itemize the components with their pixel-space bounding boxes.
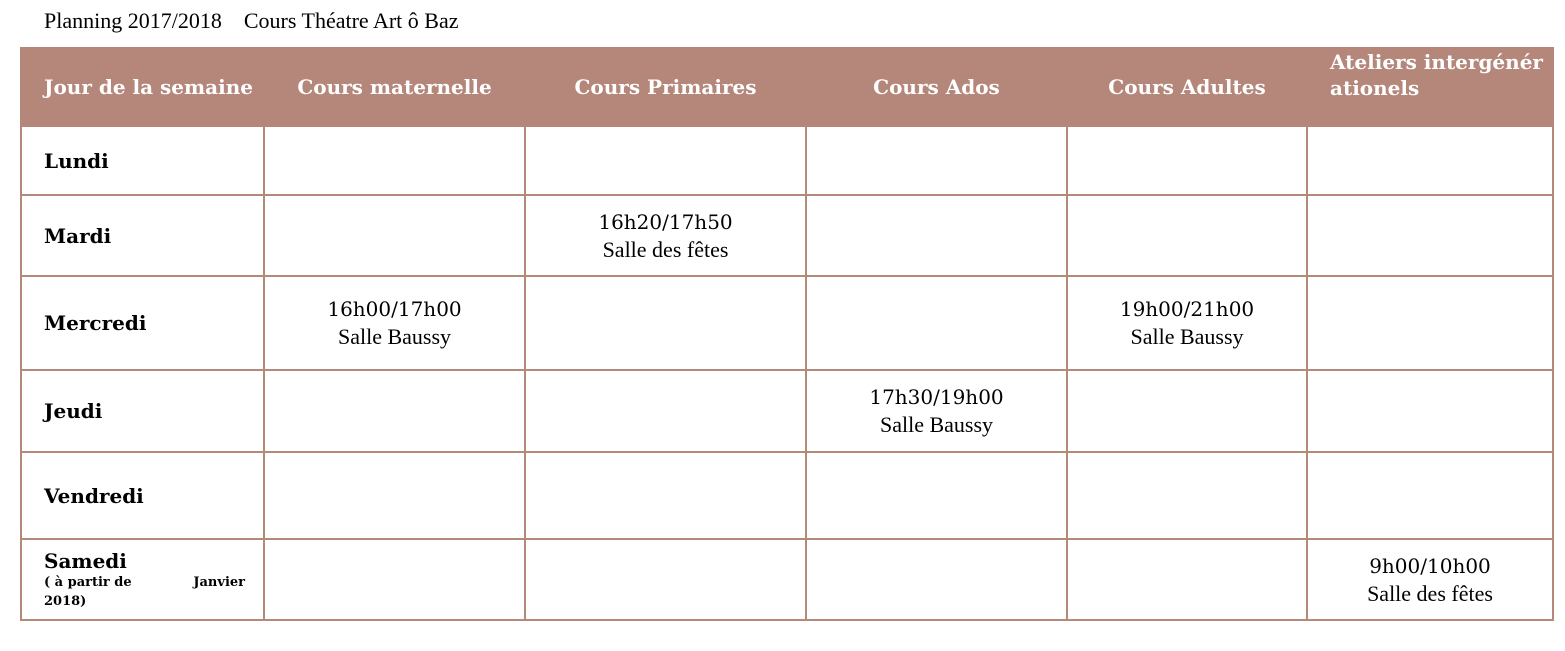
cell-empty — [264, 195, 525, 276]
day-note-year: 2018) — [44, 593, 87, 609]
cell-empty — [525, 370, 806, 452]
cell-empty — [1067, 126, 1307, 195]
cell-empty — [264, 126, 525, 195]
cell-empty — [264, 452, 525, 539]
day-note — [44, 573, 263, 593]
slot-jeudi-ados — [806, 370, 1067, 452]
table-row — [21, 452, 1553, 539]
cell-empty — [806, 126, 1067, 195]
slot-time: 17h30/19h00 — [869, 385, 1004, 409]
slot-mardi-primaires — [525, 195, 806, 276]
cell-empty — [1307, 126, 1553, 195]
slot-mercredi-adultes — [1067, 276, 1307, 370]
slot-time: 16h20/17h50 — [598, 209, 733, 234]
header-primaires: Cours Primaires — [525, 48, 806, 126]
slot-samedi-intergenerationnels — [1307, 539, 1553, 620]
header-intergenerationnels: Ateliers intergénérationels — [1307, 48, 1553, 126]
header-maternelle: Cours maternelle — [264, 48, 525, 126]
table-row — [21, 276, 1553, 370]
cell-empty — [1307, 452, 1553, 539]
table-row — [21, 195, 1553, 276]
cell-empty — [1067, 370, 1307, 452]
header-ados: Cours Ados — [806, 48, 1067, 126]
slot-place: Salle des fêtes — [602, 236, 729, 262]
cell-empty — [1067, 452, 1307, 539]
cell-empty — [806, 539, 1067, 620]
cell-empty — [806, 276, 1067, 370]
day-note-month: Janvier — [193, 574, 245, 590]
cell-empty — [525, 539, 806, 620]
planning-table — [20, 47, 1554, 621]
day-note-start: ( à partir de — [44, 574, 132, 590]
slot-place: Salle Baussy — [337, 324, 452, 349]
slot-place: Salle Baussy — [879, 412, 994, 437]
cell-empty — [1307, 370, 1553, 452]
slot-time: 9h00/10h00 — [1369, 553, 1491, 578]
day-label-lundi: Lundi — [21, 126, 264, 195]
cell-empty — [1067, 195, 1307, 276]
day-label-samedi — [21, 539, 264, 620]
day-label-mercredi: Mercredi — [21, 276, 264, 370]
day-name: Samedi — [44, 548, 127, 573]
day-label-jeudi: Jeudi — [21, 370, 264, 452]
slot-time: 19h00/21h00 — [1119, 297, 1255, 321]
cell-empty — [525, 276, 806, 370]
table-row — [21, 126, 1553, 195]
cell-empty — [1067, 539, 1307, 620]
header-row — [21, 48, 1553, 126]
cell-empty — [525, 126, 806, 195]
slot-time: 16h00/17h00 — [327, 297, 462, 321]
cell-empty — [525, 452, 806, 539]
cell-empty — [1307, 195, 1553, 276]
slot-place: Salle Baussy — [1130, 324, 1244, 349]
cell-empty — [264, 539, 525, 620]
day-label-vendredi: Vendredi — [21, 452, 264, 539]
slot-mercredi-maternelle — [264, 276, 525, 370]
document-title: Planning 2017/2018 Cours Théatre Art ô Baz — [44, 8, 459, 33]
slot-place: Salle des fêtes — [1367, 580, 1493, 606]
day-label-mardi: Mardi — [21, 195, 264, 276]
table-row — [21, 539, 1553, 620]
cell-empty — [806, 195, 1067, 276]
header-adultes: Cours Adultes — [1067, 48, 1307, 126]
cell-empty — [806, 452, 1067, 539]
table-row — [21, 370, 1553, 452]
cell-empty — [264, 370, 525, 452]
cell-empty — [1307, 276, 1553, 370]
header-day: Jour de la semaine — [21, 48, 264, 126]
